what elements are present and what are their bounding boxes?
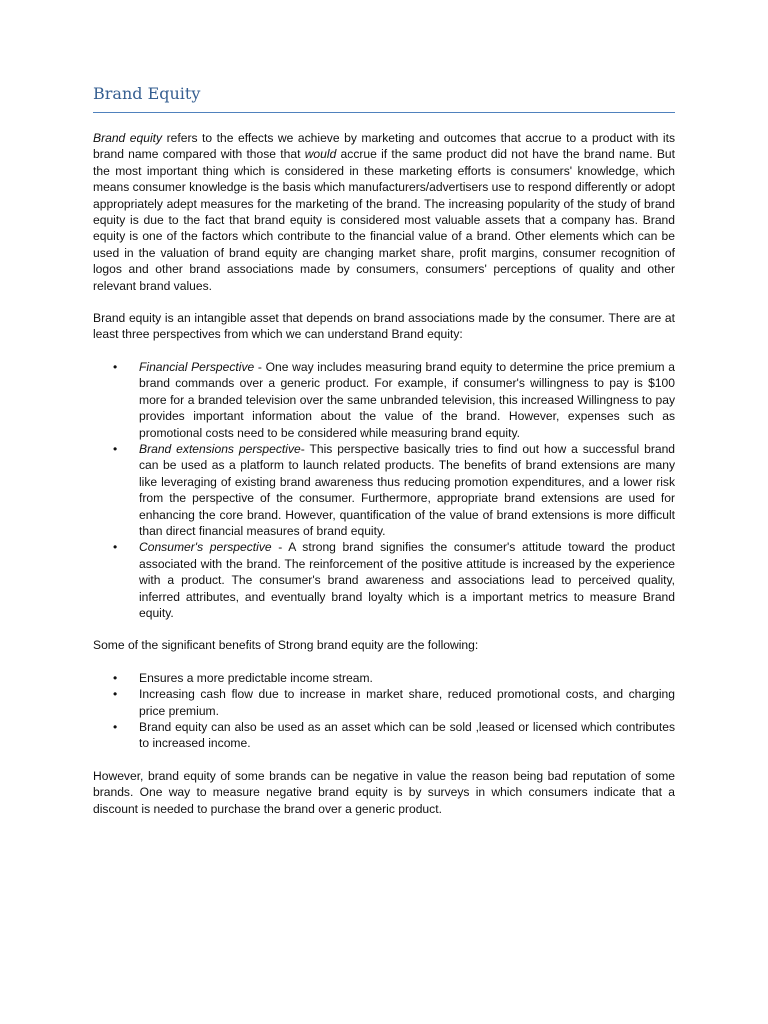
list-item — [93, 539, 675, 621]
perspective-title: Consumer's perspective — [139, 540, 272, 555]
intro-lead-term: Brand equity — [93, 131, 163, 145]
document-body — [93, 86, 675, 817]
list-item — [93, 719, 675, 752]
intro-paragraph — [93, 130, 675, 294]
perspective-text: One way includes measuring brand equity to determine the price premium a brand commands over a generic product. For example, if consumer's willingness to pay is $100 more for a branded television over the same unbranded television, this increased Willingness to pay provides important information about the value of the brand. However, expenses such as promotional costs need to be considered while measuring brand equity. — [139, 359, 675, 440]
intro-text-part2: accrue if the same product did not have the brand name. But the most important thing which is considered in these marketing efforts is consumers' knowledge, which means consumer knowledge is the basis which manufacturers/advertisers use to respond differently or adopt appropriately adept measures for the marketing of the brand. The increasing popularity of the study of brand equity is due to the fact that brand equity is considered most valuable assets that a company has. Brand equity is one of the factors which contribute to the financial value of a brand. Other elements which can be used in the valuation of brand equity are changing market share, profit margins, consumer recognition of logos and other brand associations made by consumers, consumers' perceptions of quality and other relevant brand values. — [93, 147, 675, 293]
perspective-separator: - — [300, 441, 310, 456]
closing-paragraph: However, brand equity of some brands can be negative in value the reason being bad reputation of some brands. One way to measure negative brand equity is by surveys in which consumers indicate that a discount is needed to purchase the brand over a generic product. — [93, 768, 675, 816]
bullet-icon: • — [113, 670, 118, 685]
intro-text-part1: refers to the effects we achieve by marketing and outcomes that accrue to a product with its brand name compared with those that — [93, 131, 676, 162]
bullet-icon: • — [113, 720, 118, 734]
perspective-text: A strong brand signifies the consumer's attitude toward the product associated with the brand. The reinforcement of the positive attitude is increased by the experience with a product. The consumer's brand awareness and associations lead to perceived quality, inferred attributes, and eventually brand loyalty which is a important metrics to measure Brand equity. — [139, 540, 675, 620]
list-item — [93, 670, 675, 686]
bullet-icon: • — [113, 441, 118, 456]
perspectives-list — [93, 359, 675, 622]
perspective-separator: - — [271, 540, 289, 555]
bullet-icon: • — [113, 359, 118, 374]
perspective-separator: - — [254, 359, 266, 374]
perspective-title: Brand extensions perspective — [139, 441, 301, 456]
list-item — [93, 686, 675, 719]
benefits-intro-paragraph: Some of the significant benefits of Strong brand equity are the following: — [93, 638, 479, 653]
list-item — [93, 441, 675, 539]
bullet-icon: • — [113, 540, 118, 555]
benefit-text: Brand equity can also be used as an asset which can be sold ,leased or licensed which contributes to increased income. — [139, 720, 675, 751]
list-item — [93, 359, 675, 441]
intro-emphasis: would — [304, 147, 337, 162]
benefit-text: Ensures a more predictable income stream. — [139, 670, 373, 685]
perspective-title: Financial Perspective — [139, 359, 255, 374]
benefits-list — [93, 670, 675, 752]
benefit-text: Increasing cash flow due to increase in market share, reduced promotional costs, and charging price premium. — [139, 687, 675, 718]
perspectives-intro-paragraph: Brand equity is an intangible asset that depends on brand associations made by the consumer. There are at least three perspectives from which we can understand Brand equity: — [93, 311, 675, 342]
perspective-text: This perspective basically tries to find out how a successful brand can be used as a platform to launch related products. The benefits of brand extensions are many like leveraging of existing brand awareness thus reducing promotion expenditures, and a lower risk from the perspective of the consumer. Furthermore, appropriate brand extensions are used for enhancing the core brand. However, quantification of the value of brand extensions is more difficult than direct financial measures of brand equity. — [139, 441, 676, 538]
page-title: Brand Equity — [93, 86, 675, 113]
bullet-icon: • — [113, 687, 118, 702]
